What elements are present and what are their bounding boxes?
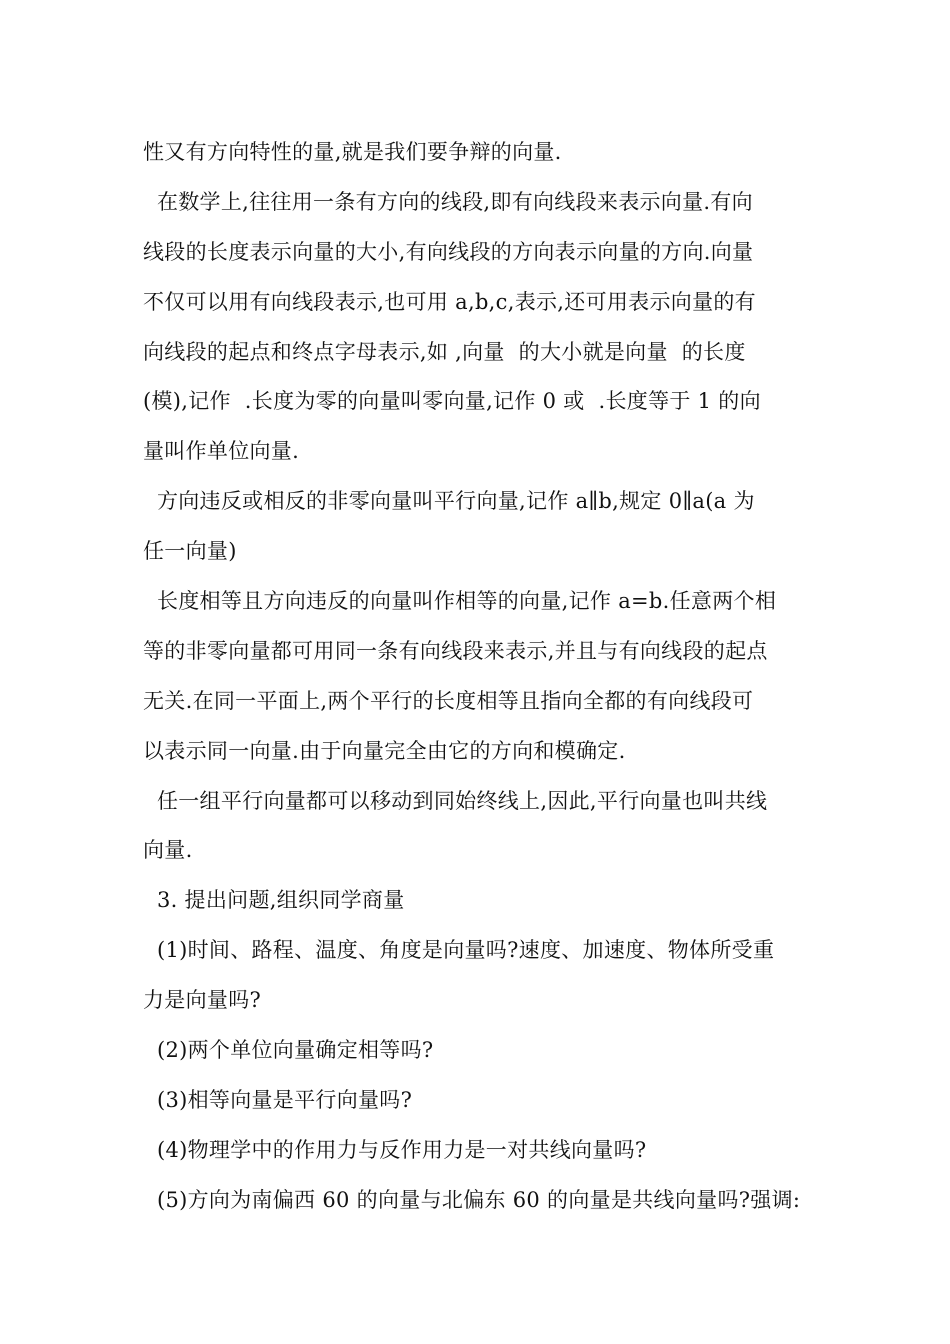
text-line: 任一组平行向量都可以移动到同始终线上,因此,平行向量也叫共线	[143, 788, 768, 813]
text-line: 不仅可以用有向线段表示,也可用 a,b,c,表示,还可用表示向量的有	[143, 289, 756, 314]
text-line: 向量.	[143, 838, 193, 863]
text-line: 无关.在同一平面上,两个平行的长度相等且指向全都的有向线段可	[143, 688, 754, 713]
text-line: (5)方向为南偏西 60 的向量与北偏东 60 的向量是共线向量吗?强调:	[143, 1187, 801, 1212]
text-line: 在数学上,往往用一条有方向的线段,即有向线段来表示向量.有向	[143, 189, 753, 214]
text-line: (2)两个单位向量确定相等吗?	[143, 1038, 434, 1063]
text-line: (4)物理学中的作用力与反作用力是一对共线向量吗?	[143, 1137, 647, 1162]
text-line: 力是向量吗?	[143, 988, 262, 1013]
text-line: (3)相等向量是平行向量吗?	[143, 1087, 413, 1112]
text-line: 任一向量)	[143, 539, 237, 564]
text-line: 性又有方向特性的量,就是我们要争辩的向量.	[143, 140, 562, 164]
text-line: 量叫作单位向量.	[143, 439, 300, 464]
text-line: 3. 提出问题,组织同学商量	[143, 888, 405, 913]
text-line: 方向违反或相反的非零向量叫平行向量,记作 a∥b,规定 0∥a(a 为	[143, 489, 755, 514]
text-line: 等的非零向量都可用同一条有向线段来表示,并且与有向线段的起点	[143, 638, 768, 663]
text-line: 向线段的起点和终点字母表示,如 ,向量 的大小就是向量 的长度	[143, 339, 746, 364]
text-line: (模),记作 .长度为零的向量叫零向量,记作 0 或 .长度等于 1 的向	[143, 389, 761, 414]
text-line: 长度相等且方向违反的向量叫作相等的向量,记作 a=b.任意两个相	[143, 589, 777, 614]
document-body	[143, 132, 823, 1230]
text-line: 以表示同一向量.由于向量完全由它的方向和模确定.	[143, 738, 626, 763]
text-line: 线段的长度表示向量的大小,有向线段的方向表示向量的方向.向量	[143, 239, 754, 264]
text-line: (1)时间、路程、温度、角度是向量吗?速度、加速度、物体所受重	[143, 938, 775, 963]
